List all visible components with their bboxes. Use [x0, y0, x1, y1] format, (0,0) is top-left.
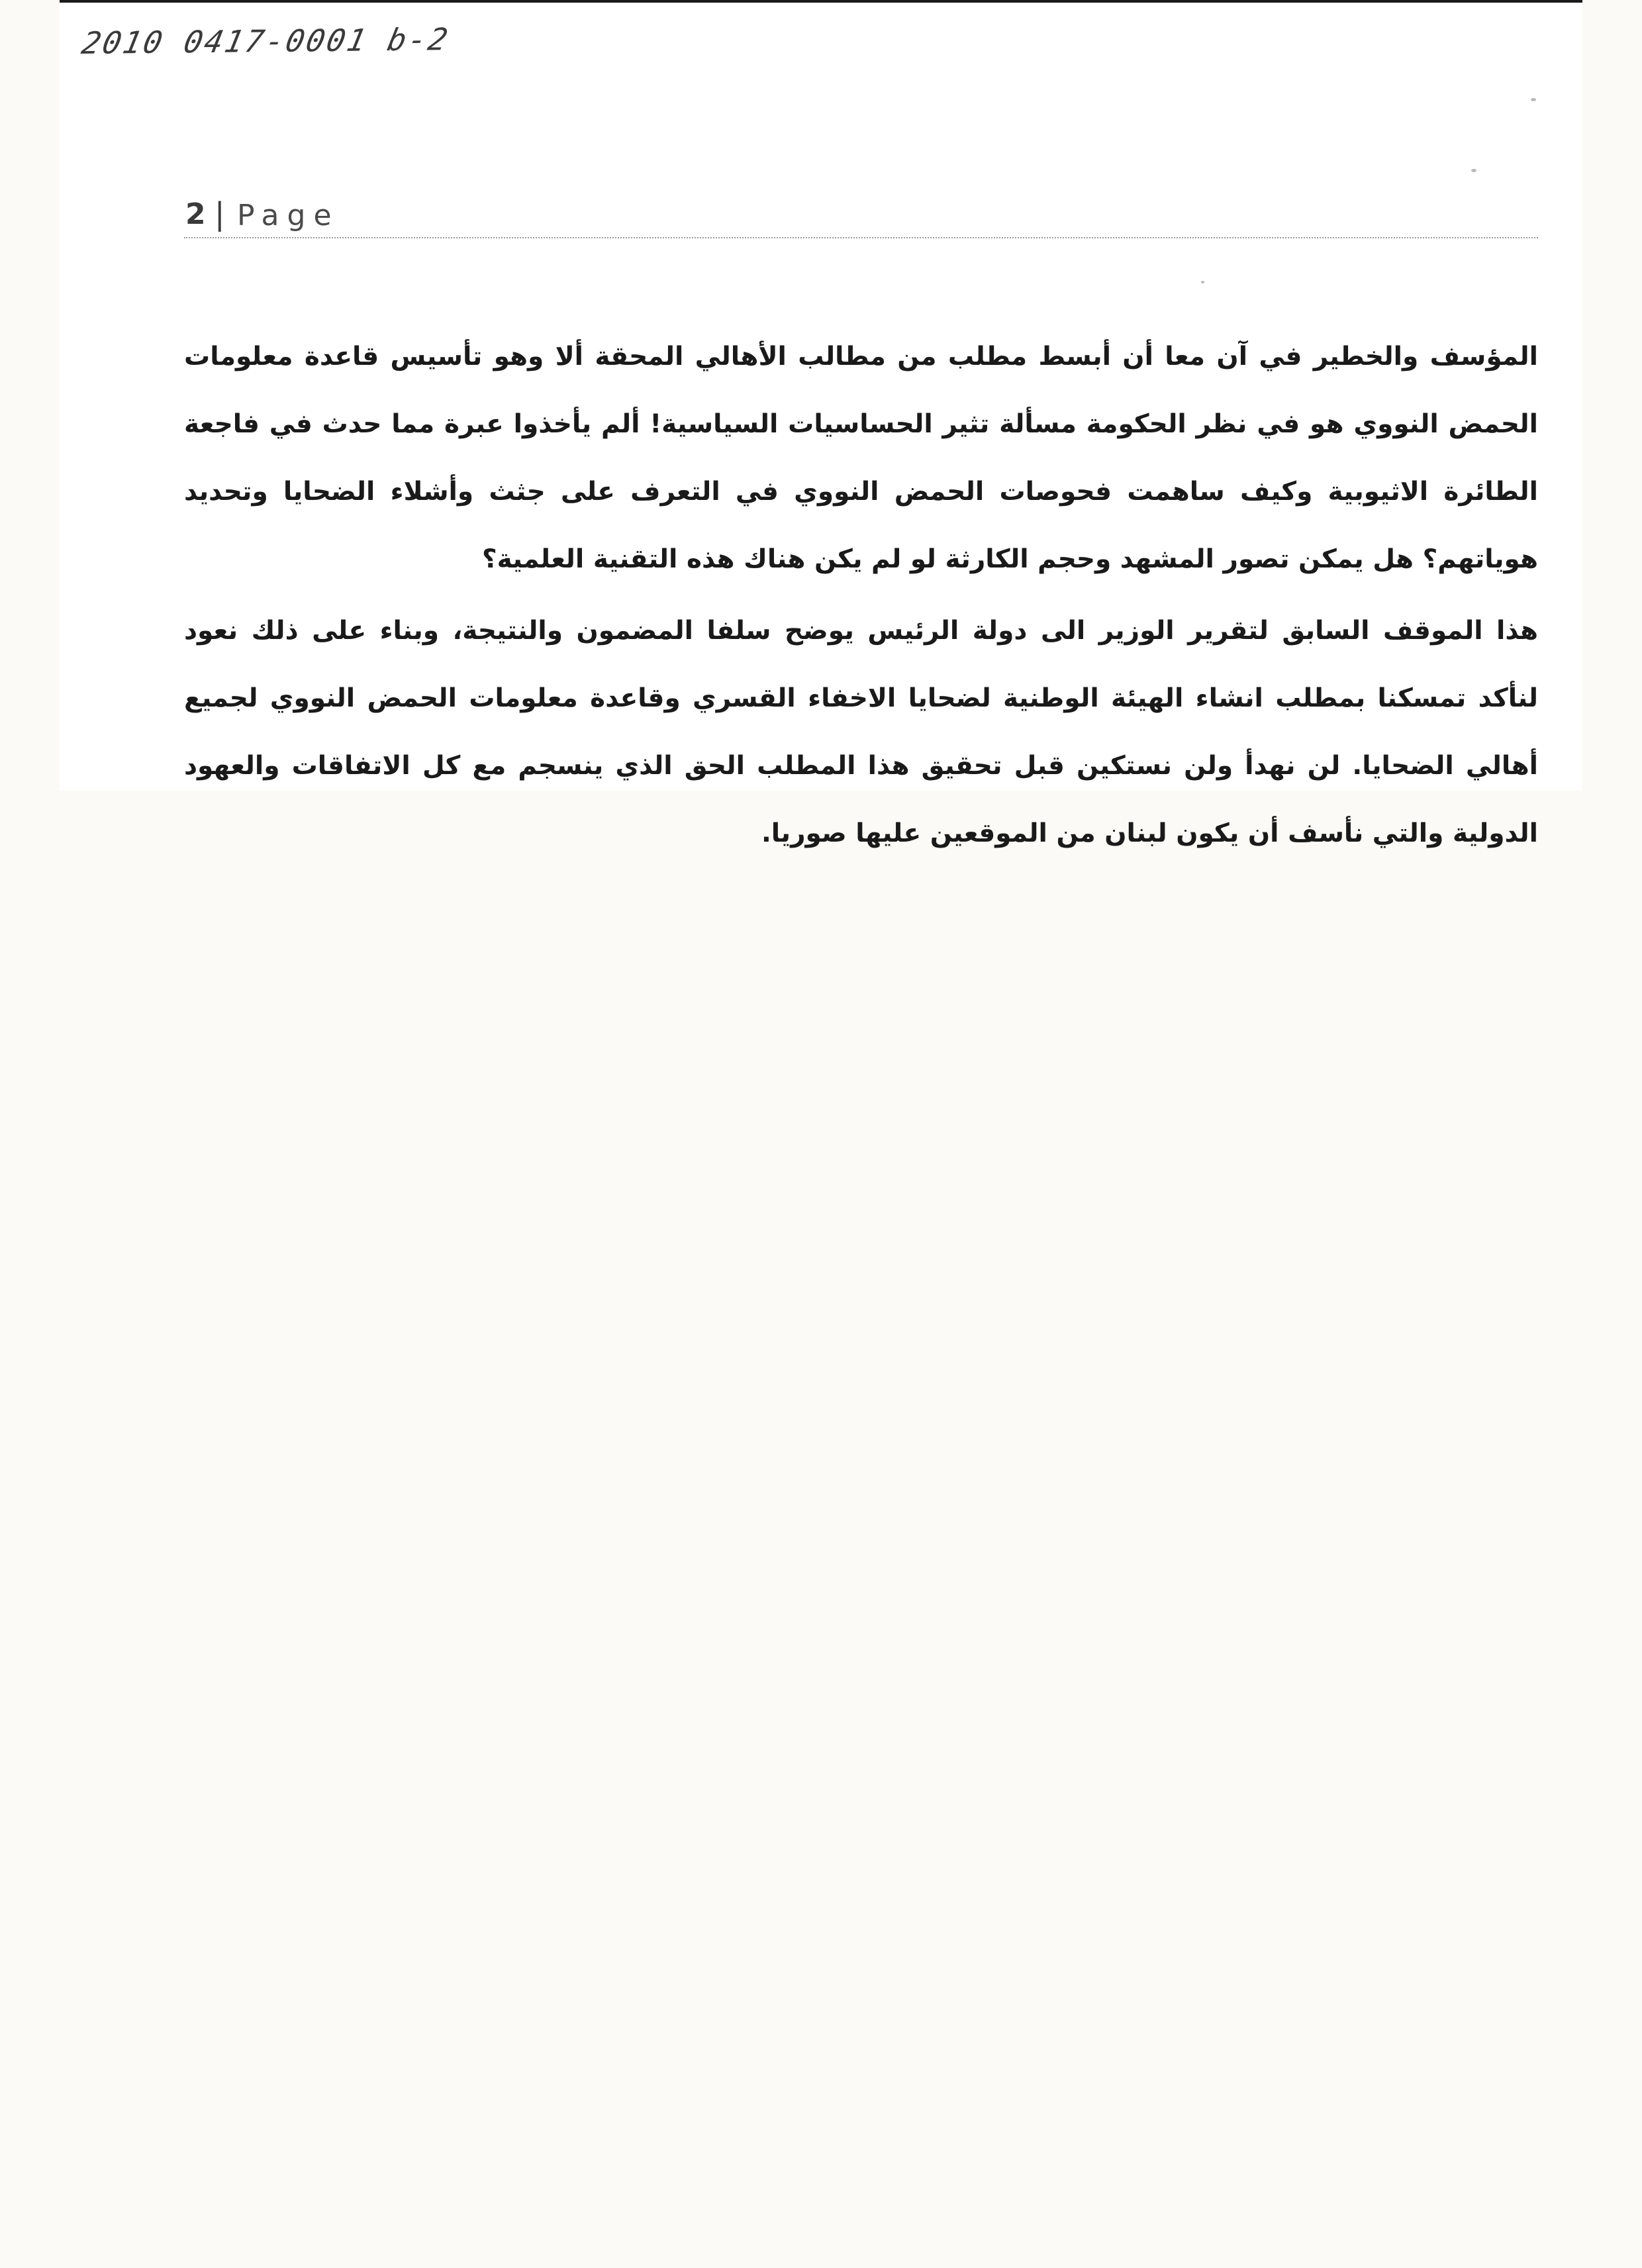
scan-speck — [1531, 98, 1536, 101]
page-number-separator: | — [215, 196, 225, 232]
page-label: Page — [237, 199, 340, 232]
page-number: 2 — [185, 197, 206, 231]
handwritten-reference-number: 2010 0417-0001 b-2 — [79, 21, 453, 61]
page-header — [184, 197, 1538, 238]
body-paragraph: هذا الموقف السابق لتقرير الوزير الى دولة الرئيس يوضح سلفا المضمون والنتيجة، وبناء على ذلك نعود لنأكد تمسكنا بمطلب انشاء الهيئة الوطنية لضحايا الاخفاء القسري وقاعدة معلومات الحمض النووي لجميع أهالي الضحايا. لن نهدأ ولن نستكين قبل تحقيق هذا المطلب الحق الذي ينسجم مع كل الاتفاقات والعهود الدولية والتي نأسف أن يكون لبنان من الموقعين عليها صوريا. — [184, 616, 1538, 848]
body-paragraph: المؤسف والخطير في آن معا أن أبسط مطلب من مطالب الأهالي المحقة ألا وهو تأسيس قاعدة معلومات الحمض النووي هو في نظر الحكومة مسألة تثير الحساسيات السياسية! ألم يأخذوا عبرة مما حدث في فاجعة الطائرة الاثيوبية وكيف ساهمت فحوصات الحمض النووي في التعرف على جثث وأشلاء الضحايا وتحديد هوياتهم؟ هل يمكن تصور المشهد وحجم الكارثة لو لم يكن هناك هذه التقنية العلمية؟ — [184, 342, 1538, 574]
scan-speck — [1471, 169, 1476, 172]
scan-speck — [1201, 281, 1204, 283]
